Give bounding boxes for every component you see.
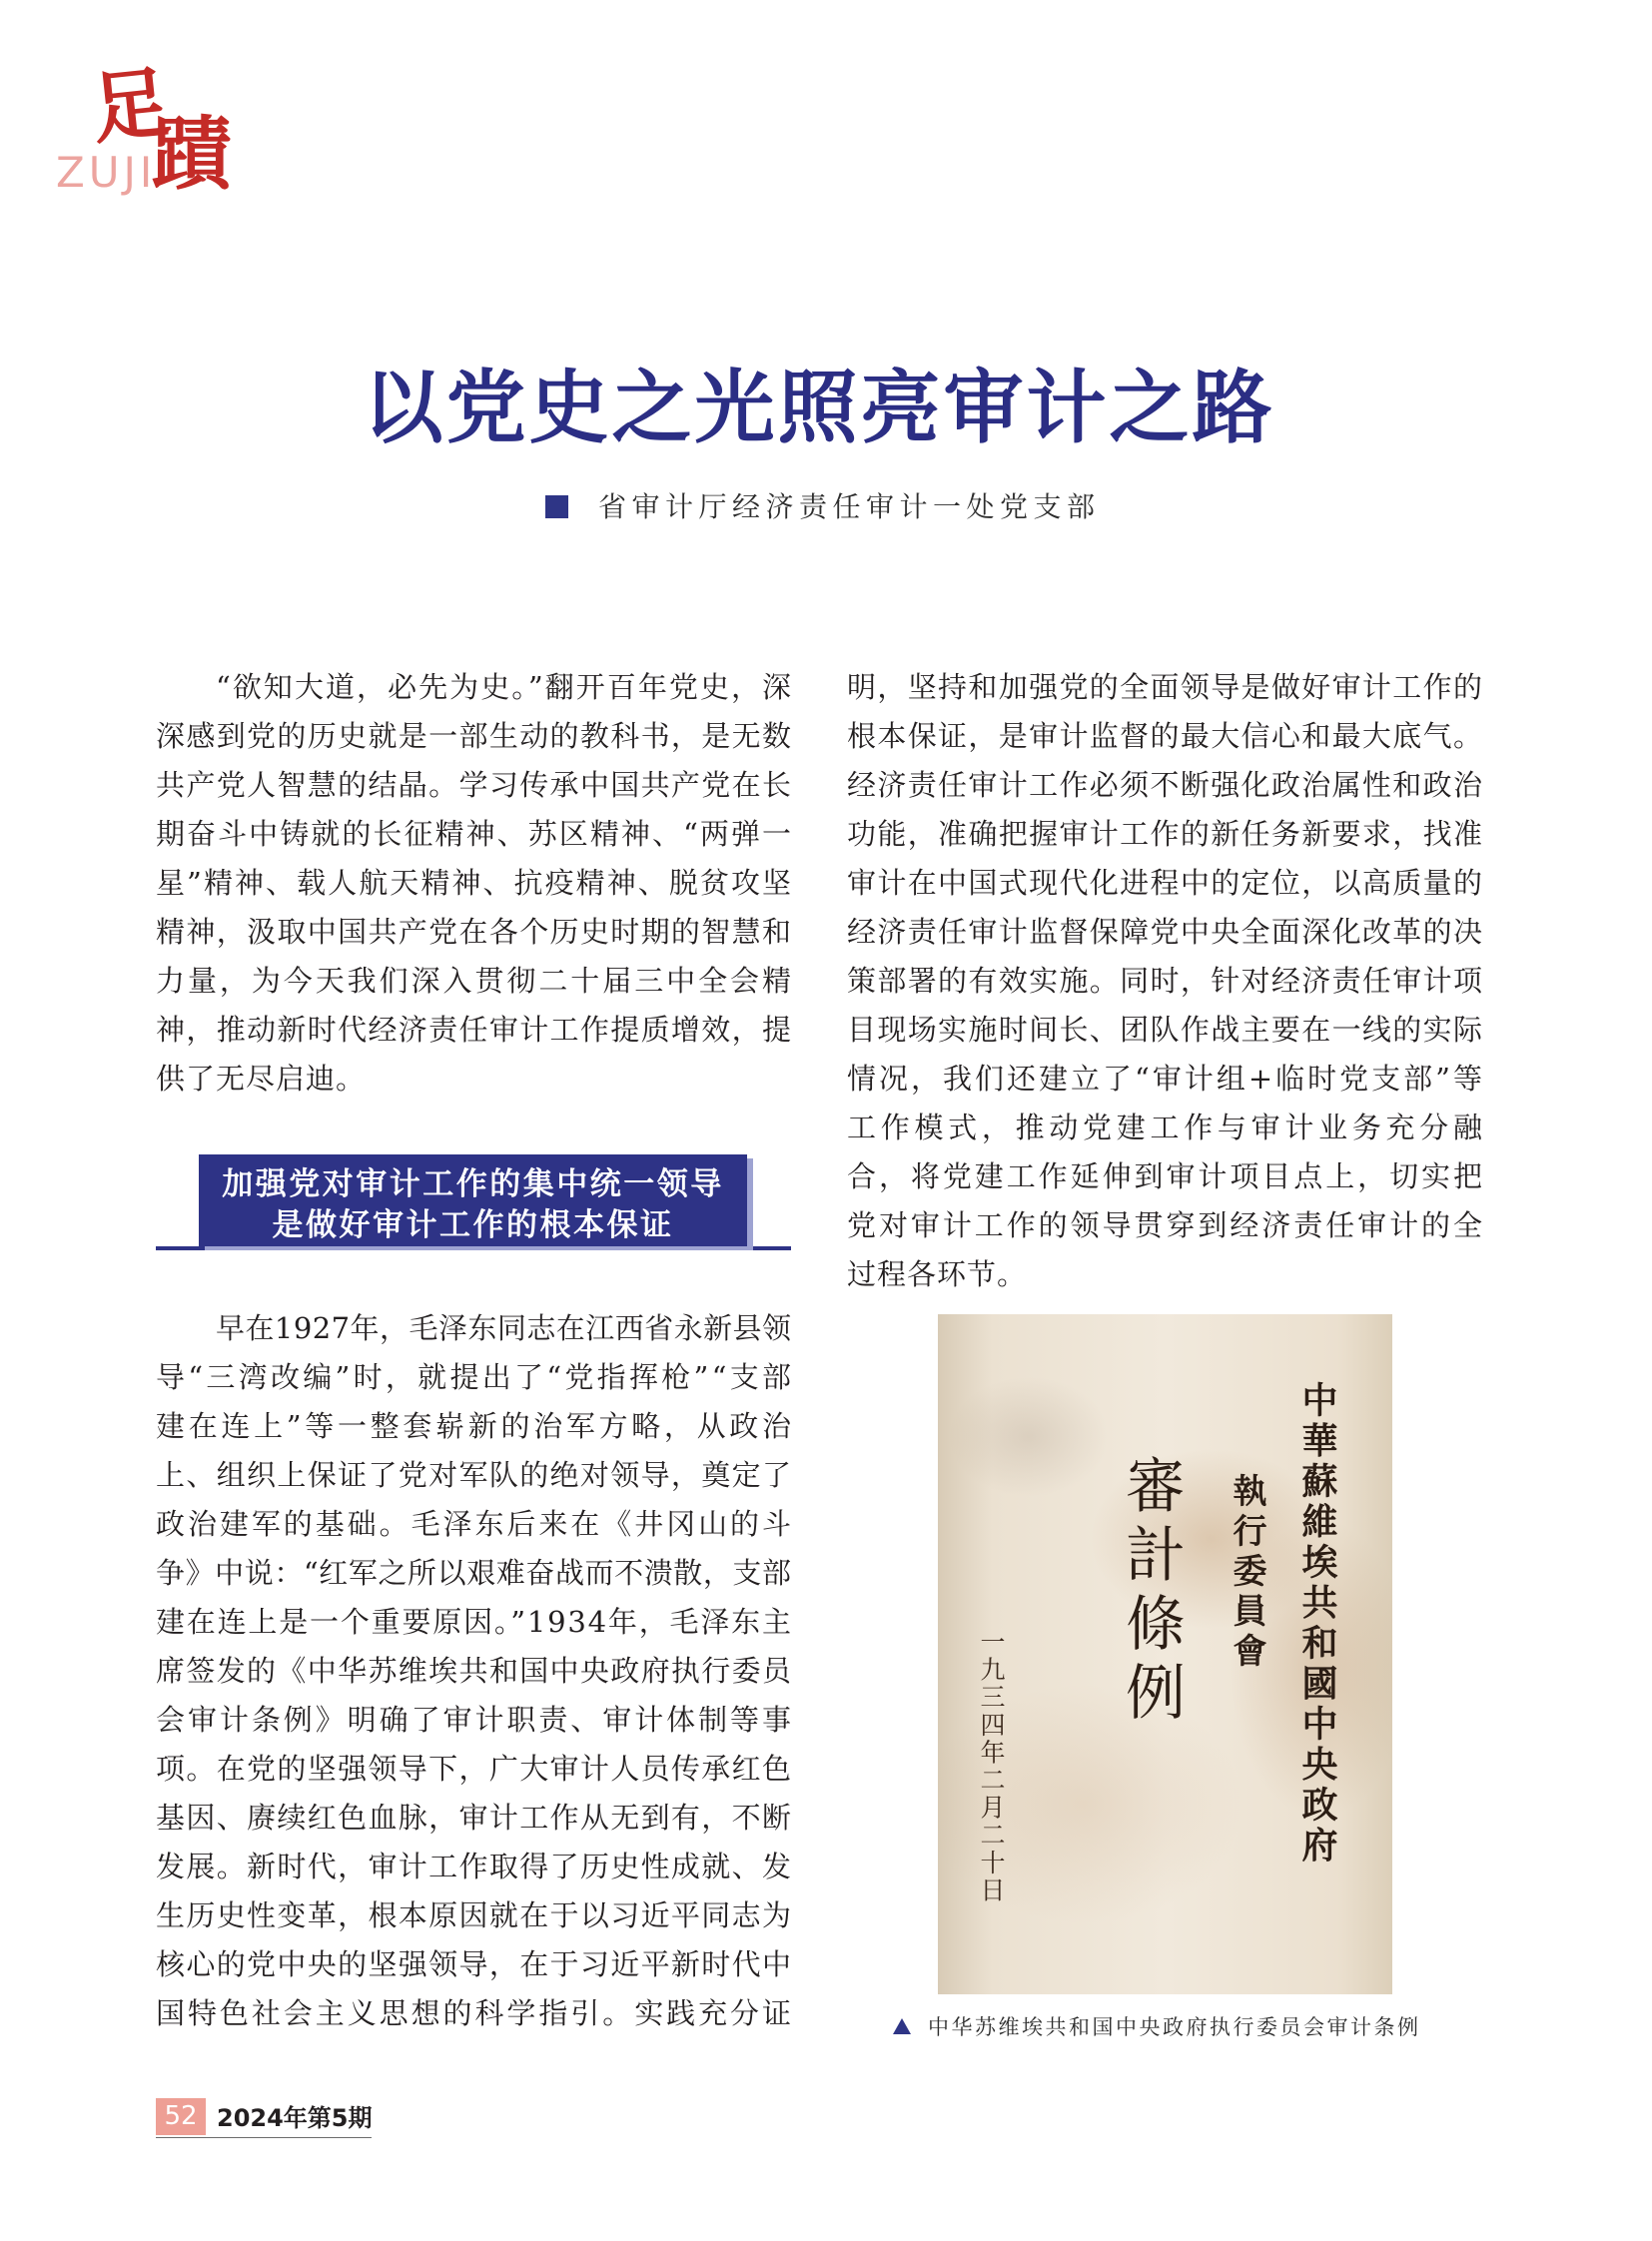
- left-column-paragraph-2: [156, 1304, 795, 2038]
- calligraphy-column: 中華蘇維埃共和國中央政府: [1296, 1381, 1338, 1867]
- body-text-line: 核心的党中央的坚强领导，在于习近平新时代中: [156, 1947, 793, 1981]
- left-column-paragraph-1: [156, 663, 794, 1104]
- figure-caption: 中华苏维埃共和国中央政府执行委员会审计条例: [928, 2015, 1421, 2039]
- right-column-paragraph: [847, 663, 1487, 1299]
- footer-rule: [156, 2137, 372, 2138]
- body-text-line: 星”精神、载人航天精神、抗疫精神、脱贫攻坚: [156, 866, 794, 900]
- section-heading-line: 加强党对审计工作的集中统一领导: [222, 1166, 724, 1202]
- body-text-line: 功能，准确把握审计工作的新任务新要求，找准: [847, 817, 1484, 851]
- page-number: 52: [156, 2098, 206, 2135]
- body-text-line: 生历史性变革，根本原因就在于以习近平同志为: [156, 1898, 793, 1932]
- calligraphy-column: 執行委員會: [1227, 1473, 1266, 1673]
- article-byline: 省审计厅经济责任审计一处党支部: [598, 490, 1101, 523]
- body-text-line: 经济责任审计监督保障党中央全面深化改革的决: [847, 915, 1484, 949]
- issue-label: 2024年第5期: [217, 2104, 373, 2132]
- body-text-line: 席签发的《中华苏维埃共和国中央政府执行委员: [156, 1654, 793, 1688]
- body-text-line: 政治建军的基础。毛泽东后来在《井冈山的斗: [156, 1507, 794, 1541]
- calligraphy-column: 審計條例: [1116, 1454, 1186, 1730]
- article-title: 以党史之光照亮审计之路: [363, 361, 1275, 454]
- body-text-line: 目现场实施时间长、团队作战主要在一线的实际: [847, 1013, 1484, 1047]
- body-text-line: 深感到党的历史就是一部生动的教科书，是无数: [156, 719, 793, 753]
- body-text-line: 争》中说：“红军之所以艰难奋战而不溃散，支部: [156, 1556, 792, 1590]
- body-text-line: 项。在党的坚强领导下，广大审计人员传承红色: [156, 1752, 793, 1786]
- logo-character-zu: 足: [87, 57, 175, 156]
- body-text-line: 根本保证，是审计监督的最大信心和最大底气。: [847, 719, 1484, 753]
- body-text-line: 精神，汲取中国共产党在各个历史时期的智慧和: [156, 915, 793, 949]
- body-text-line: 国特色社会主义思想的科学指引。实践充分证: [156, 1996, 794, 2030]
- body-text-line: 发展。新时代，审计工作取得了历史性成就、发: [156, 1850, 793, 1883]
- body-text-line: 基因、赓续红色血脉，审计工作从无到有，不断: [156, 1801, 793, 1835]
- body-text-line: 经济责任审计工作必须不断强化政治属性和政治: [847, 768, 1484, 802]
- body-text-line: 明，坚持和加强党的全面领导是做好审计工作的: [847, 670, 1484, 704]
- body-text-line: 上、组织上保证了党对军队的绝对领导，奠定了: [156, 1458, 793, 1492]
- body-text-line: 工作模式，推动党建工作与审计业务充分融: [847, 1111, 1487, 1144]
- body-text-line: 早在1927年，毛泽东同志在江西省永新县领: [216, 1311, 792, 1345]
- body-text-line: 供了无尽启迪。: [156, 1062, 367, 1096]
- logo-character-ji: 蹟: [152, 107, 232, 201]
- body-text-line: 期奋斗中铸就的长征精神、苏区精神、“两弹一: [156, 817, 794, 851]
- body-text-line: 会审计条例》明确了审计职责、审计体制等事: [156, 1703, 794, 1737]
- body-text-line: 建在连上”等一整套崭新的治军方略，从政治: [156, 1409, 795, 1443]
- square-bullet-icon: [545, 495, 568, 518]
- section-heading: [199, 1154, 747, 1246]
- logo-latin-text: ZUJI: [56, 148, 157, 197]
- up-triangle-icon: [893, 2018, 911, 2034]
- body-text-line: 党对审计工作的领导贯穿到经济责任审计的全: [847, 1208, 1485, 1242]
- body-text-line: 情况，我们还建立了“审计组+临时党支部”等: [847, 1062, 1485, 1096]
- body-text-line: 共产党人智慧的结晶。学习传承中国共产党在长: [156, 768, 793, 802]
- body-text-line: 神，推动新时代经济责任审计工作提质增效，提: [156, 1013, 793, 1047]
- section-heading-line: 是做好审计工作的根本保证: [272, 1207, 674, 1243]
- calligraphy-column: 一九三四年二月二十日: [977, 1629, 1006, 1904]
- body-text-line: 审计在中国式现代化进程中的定位，以高质量的: [847, 866, 1484, 900]
- body-text-line: 建在连上是一个重要原因。”1934年，毛泽东主: [156, 1605, 793, 1639]
- section-heading-rule: [156, 1246, 791, 1250]
- figure-photo: [938, 1314, 1392, 1994]
- body-text-line: 策部署的有效实施。同时，针对经济责任审计项: [847, 964, 1484, 998]
- body-text-line: 力量，为今天我们深入贯彻二十届三中全会精: [156, 964, 794, 998]
- body-text-line: “欲知大道，必先为史。”翻开百年党史，深: [216, 670, 794, 704]
- body-text-line: 导“三湾改编”时，就提出了“党指挥枪”“支部: [156, 1360, 795, 1394]
- body-text-line: 过程各环节。: [847, 1257, 1028, 1291]
- body-text-line: 合，将党建工作延伸到审计项目点上，切实把: [847, 1159, 1485, 1193]
